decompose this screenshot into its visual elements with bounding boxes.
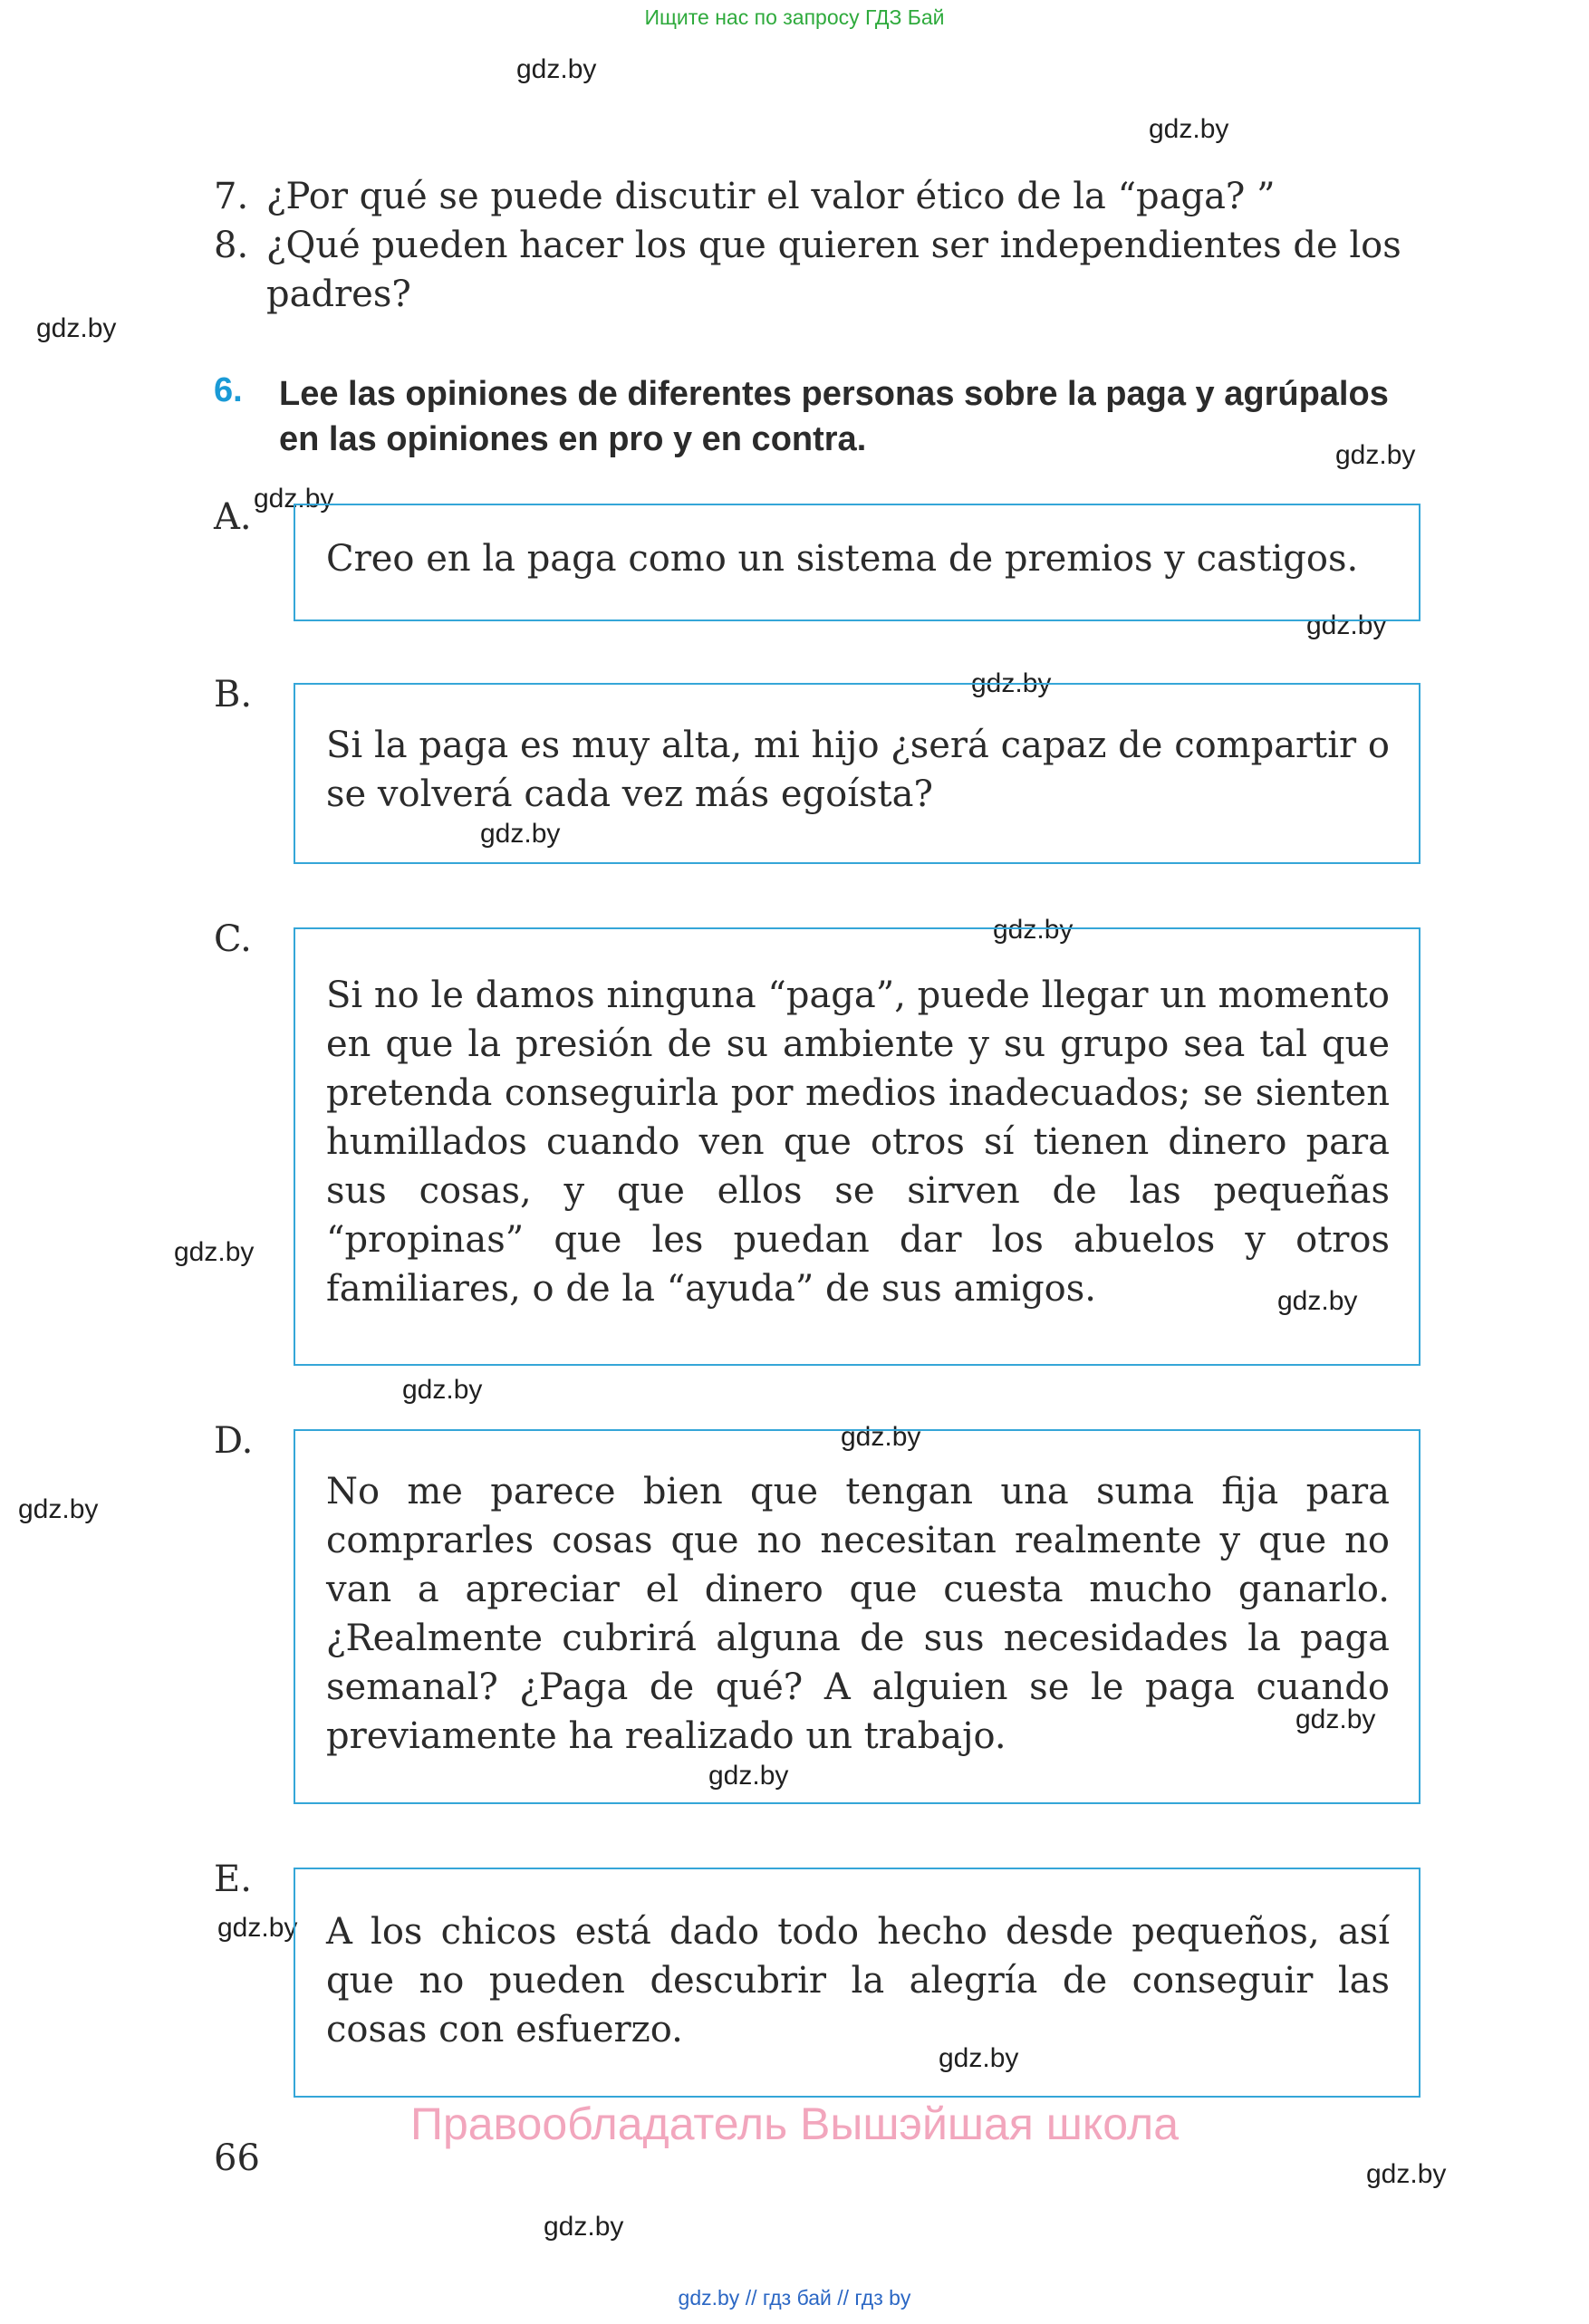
question-7	[214, 172, 1428, 221]
watermark: gdz.by	[971, 668, 1052, 698]
watermark: gdz.by	[1277, 1286, 1358, 1316]
watermark: gdz.by	[544, 2212, 624, 2242]
question-text: ¿Qué pueden hacer los que quieren ser independientes de los padres?	[266, 225, 1401, 315]
task-instruction: Lee las opiniones de diferentes personas sobre la paga y agrúpalos en las opiniones en pro y en contra.	[279, 375, 1389, 458]
opinion-letter-e: E.	[214, 1858, 252, 1900]
watermark: gdz.by	[1306, 610, 1387, 640]
watermark: gdz.by	[516, 54, 597, 84]
watermark: gdz.by	[217, 1913, 298, 1943]
opinion-text-a: Creo en la paga como un sistema de premios y castigos.	[326, 538, 1359, 580]
opinion-text-e: A los chicos está dado todo hecho desde pequeños, así que no pueden descubrir la alegría de conseguir las cosas con esfuerzo.	[326, 1911, 1390, 2050]
footer-links[interactable]: gdz.by // гдз бай // гдз by	[678, 2286, 911, 2310]
opinion-letter-b: B.	[214, 674, 253, 715]
watermark: gdz.by	[1295, 1705, 1376, 1734]
watermark: gdz.by	[993, 915, 1074, 945]
watermark: gdz.by	[939, 2043, 1019, 2073]
watermark: gdz.by	[1366, 2159, 1447, 2189]
watermark: gdz.by	[708, 1761, 789, 1791]
question-8	[214, 221, 1428, 319]
question-number: 7.	[214, 176, 249, 217]
opinion-text-d: No me parece bien que tengan una suma fija para comprarles cosas que no necesitan realmente y que no van a apreciar el dinero que cuesta mucho ganarlo. ¿Realmente cubrirá alguna de sus necesidades la paga semanal? ¿Paga de qué? A alguien se le paga cuando previamente ha realizado un trabajo.	[326, 1471, 1390, 1757]
watermark: gdz.by	[18, 1494, 99, 1524]
watermark: gdz.by	[1335, 440, 1416, 470]
question-text: ¿Por qué se puede discutir el valor ético de la “paga? ”	[266, 176, 1276, 217]
watermark: gdz.by	[480, 819, 561, 849]
watermark: gdz.by	[1149, 114, 1229, 144]
opinion-text-b: Si la paga es muy alta, mi hijo ¿será capaz de compartir o se volverá cada vez más egoísta?	[326, 725, 1390, 815]
opinion-letter-a: A.	[214, 496, 252, 538]
opinion-text-c: Si no le damos ninguna “paga”, puede llegar un momento en que la presión de su ambiente y su grupo sea tal que pretenda conseguirla por medios inadecuados; se sienten humillados cuando ven que otros sí tienen dinero para sus cosas, y que ellos se sirven de las pequeñas “propinas” que les puedan dar los abuelos y otros familiares, o de la “ayuda” de sus amigos.	[326, 975, 1390, 1310]
watermark: gdz.by	[841, 1422, 921, 1452]
task-number: 6.	[214, 371, 243, 409]
watermark: gdz.by	[36, 313, 117, 343]
watermark: gdz.by	[254, 484, 334, 514]
opinion-letter-d: D.	[214, 1420, 254, 1462]
watermark: gdz.by	[402, 1375, 483, 1405]
page-number: 66	[214, 2137, 260, 2179]
top-banner: Ищите нас по запросу ГДЗ Бай	[644, 5, 945, 29]
opinion-letter-c: C.	[214, 918, 252, 960]
watermark: gdz.by	[174, 1237, 255, 1267]
question-number: 8.	[214, 225, 249, 266]
copyright-notice: Правообладатель Вышэйшая школа	[410, 2098, 1179, 2149]
